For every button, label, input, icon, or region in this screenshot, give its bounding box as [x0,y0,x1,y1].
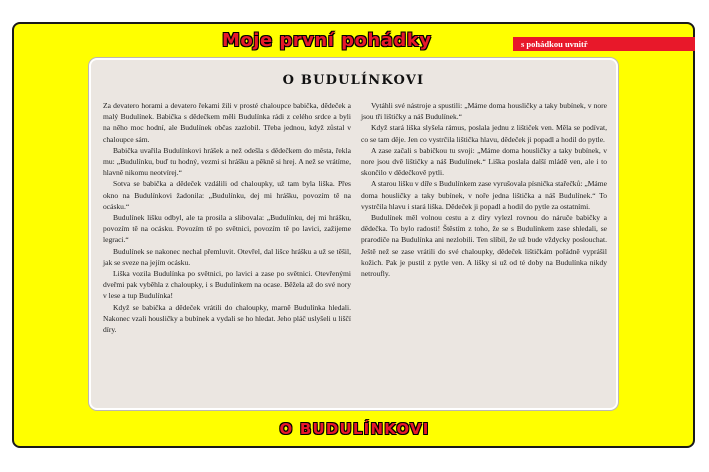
series-title: Moje první pohádky [222,30,432,51]
story-paragraph: Babička uvařila Budulínkovi hrášek a než odešla s dědečkem do města, řekla mu: „Budulínku, buď tu hodný, vezmi si hrášku a pěkně si hrej. A než se vrátíme, hlavně nikomu neotvírej.“ [103,145,351,178]
footer-title: O BUDULÍNKOVI [279,420,430,438]
story-paragraph: Když stará liška slyšela rámus, poslala jednu z lištiček ven. Měla se podívat, co se tam děje. Jen co vystrčila lištička hlavu, dědeček ji popadl a hodil do pytle. [361,123,607,144]
story-paragraph: Budulínek měl volnou cestu a z díry vylezl rovnou do náruče babičky a dědečka. To bylo radosti! Štěstím z toho, že se s Budulínkem zase shledali, se prarodiče na Budulínka ani nezlobili. Ten slíbil, že už bude vždycky poslouchat. Ještě než se zase vrátili do své chaloupky, dědeček lištičkám pořádně vyprášil kožich. Pak je pustil z pytle ven. A lišky si už od té doby na Budulínka nikdy netroufly. [361,213,607,279]
story-paragraph: A zase začali s babičkou tu svoji: „Máme doma housličky a taky bubínek, v nore jsou dvě lištičky a náš Budulínek.“ Liška poslala další mládě ven, ale i to skončilo v dědečkově pytli. [361,145,607,178]
story-paragraph: Liška vozila Budulínka po světnici, po lavici a zase po světnici. Otevřenými dveřmi pak vyběhla z chaloupky, i s Budulínkem na ocase. Běžela až do své nory v lese a tup Budulínka! [103,269,351,301]
story-inside-badge: s pohádkou uvnitř [513,37,695,51]
story-column-left [103,100,351,335]
story-paragraph: Budulínek se nakonec nechal přemluvit. Otevřel, dal lišce hrášku a už se těšil, jak se sveze na jejím ocásku. [103,246,351,267]
story-paragraph: A starou lišku v díře s Budulínkem zase vyrušovala písnička stařečků: „Máme doma housličky a taky bubínek, v noře jedna lištička a náš Budulínek.“ To vystrčila hlavu i stará liška. Dědeček ji popadl a hodil do pytle za ostatními. [361,179,607,211]
story-column-right [361,100,607,279]
story-paragraph: Budulínek lišku odbyl, ale ta prosila a slibovala: „Budulínku, dej mi hrášku, povozím tě na ocásku. Povozím tě po světnici, povozím tě po lavici, zažijeme legraci.“ [103,213,351,245]
story-paragraph: Sotva se babička a dědeček vzdálili od chaloupky, už tam byla liška. Přes okno na Budulínkovi žadonila: „Budulínku, dej mi hrášku, povozím tě na ocásku.“ [103,179,351,211]
story-paragraph: Za devatero horami a devatero řekami žili v prosté chaloupce babička, dědeček a malý Budulínek. Babička s dědečkem měli Budulínka rádi z celého srdce a byli na něho moc hodní, ale Budulínek občas zazlobil. Třeba jednou, když zůstal v chaloupce sám. [103,101,351,144]
story-title: O BUDULÍNKOVI [282,73,425,88]
story-page [89,58,618,410]
story-paragraph: Vytáhli své nástroje a spustili: „Máme doma housličky a taky bubínek, v nore jsou tři lištičky a náš Budulínek.“ [361,101,607,122]
story-paragraph: Když se babička a dědeček vrátili do chaloupky, marně Budulínka hledali. Nakonec vzali housličky a bubínek a vydali se ho hledat. Jeho pláč uslyšeli u liščí díry. [103,302,351,335]
